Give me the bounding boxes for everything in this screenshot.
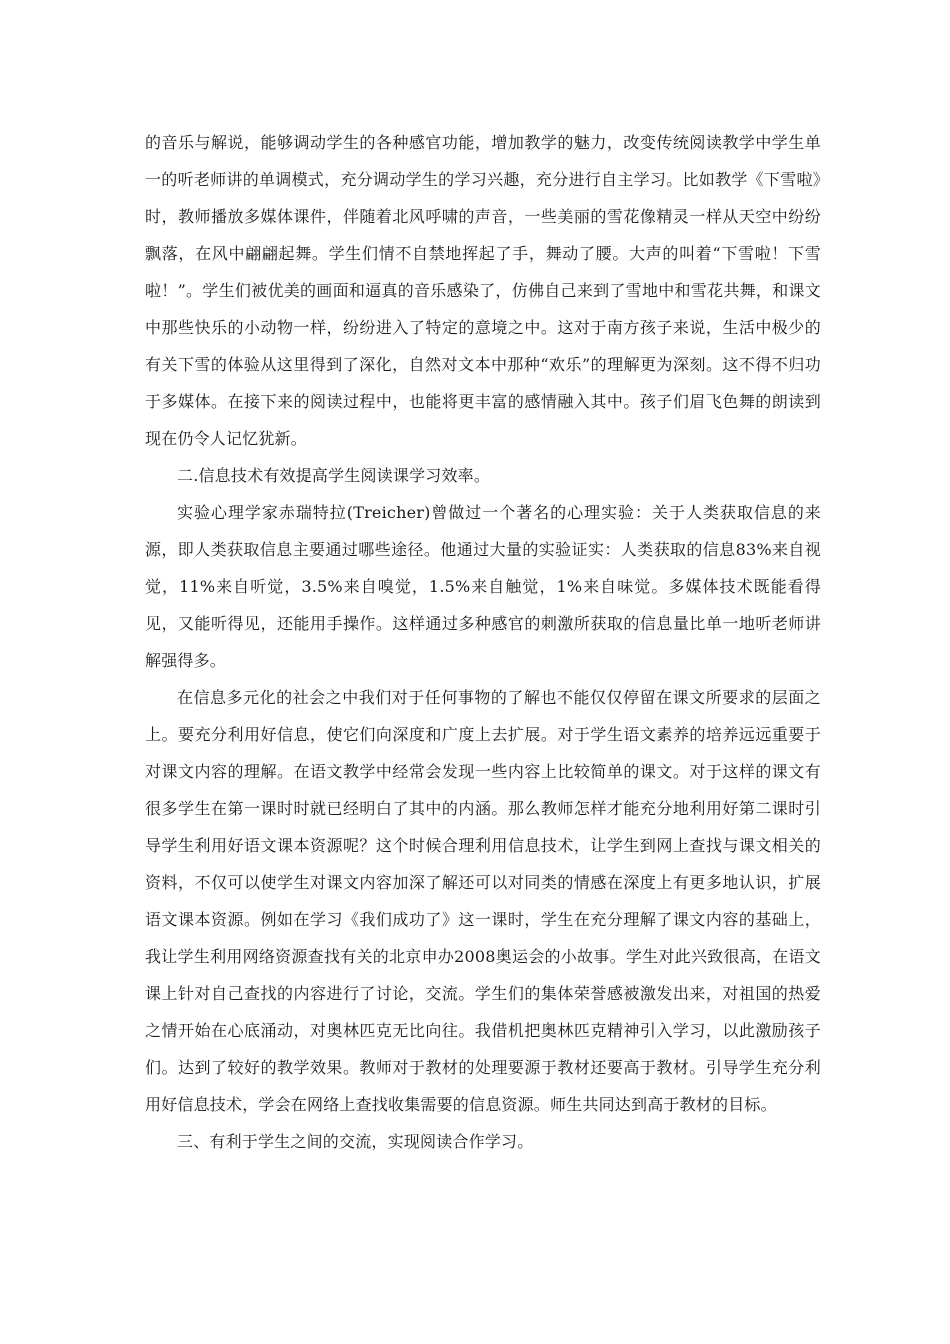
section-heading-3: 三、有利于学生之间的交流，实现阅读合作学习。 (177, 1132, 534, 1151)
section-heading-2: 二.信息技术有效提高学生阅读课学习效率。 (177, 466, 491, 485)
body-paragraph-1: 的音乐与解说，能够调动学生的各种感官功能，增加教学的魅力，改变传统阅读教学中学生单一的听老师讲的单调模式，充分调动学生的学习兴趣，充分进行自主学习。比如教学《下雪啦》时，教师播放多媒体课件，伴随着北风呼啸的声音，一些美丽的雪花像精灵一样从天空中纷纷飘落，在风中翩翩起舞。学生们情不自禁地挥起了手，舞动了腰。大声的叫着“下雪啦！下雪啦！”。学生们被优美的画面和逼真的音乐感染了，仿佛自己来到了雪地中和雪花共舞，和课文中那些快乐的小动物一样，纷纷进入了特定的意境之中。这对于南方孩子来说，生活中极少的有关下雪的体验从这里得到了深化，自然对文本中那种“欢乐”的理解更为深刻。这不得不归功于多媒体。在接下来的阅读过程中，也能将更丰富的感情融入其中。孩子们眉飞色舞的朗读到现在仍令人记忆犹新。 (145, 133, 821, 448)
document-body (145, 124, 821, 1160)
body-paragraph-3: 在信息多元化的社会之中我们对于任何事物的了解也不能仅仅停留在课文所要求的层面之上。要充分利用好信息，使它们向深度和广度上去扩展。对于学生语文素养的培养远远重要于对课文内容的理解。在语文教学中经常会发现一些内容上比较简单的课文。对于这样的课文有很多学生在第一课时时就已经明白了其中的内涵。那么教师怎样才能充分地利用好第二课时引导学生利用好语文课本资源呢？这个时候合理利用信息技术，让学生到网上查找与课文相关的资料，不仅可以使学生对课文内容加深了解还可以对同类的情感在深度上有更多地认识，扩展语文课本资源。例如在学习《我们成功了》这一课时，学生在充分理解了课文内容的基础上，我让学生利用网络资源查找有关的北京申办2008奥运会的小故事。学生对此兴致很高，在语文课上针对自己查找的内容进行了讨论，交流。学生们的集体荣誉感被激发出来，对祖国的热爱之情开始在心底涌动，对奥林匹克无比向往。我借机把奥林匹克精神引入学习，以此激励孩子们。达到了较好的教学效果。教师对于教材的处理要源于教材还要高于教材。引导学生充分利用好信息技术，学会在网络上查找收集需要的信息资源。师生共同达到高于教材的目标。 (145, 688, 821, 1114)
body-paragraph-2: 实验心理学家赤瑞特拉(Treicher)曾做过一个著名的心理实验：关于人类获取信息的来源，即人类获取信息主要通过哪些途径。他通过大量的实验证实：人类获取的信息83%来自视觉，11%来自听觉，3.5%来自嗅觉，1.5%来自触觉，1%来自味觉。多媒体技术既能看得见，又能听得见，还能用手操作。这样通过多种感官的刺激所获取的信息量比单一地听老师讲解强得多。 (145, 503, 821, 670)
